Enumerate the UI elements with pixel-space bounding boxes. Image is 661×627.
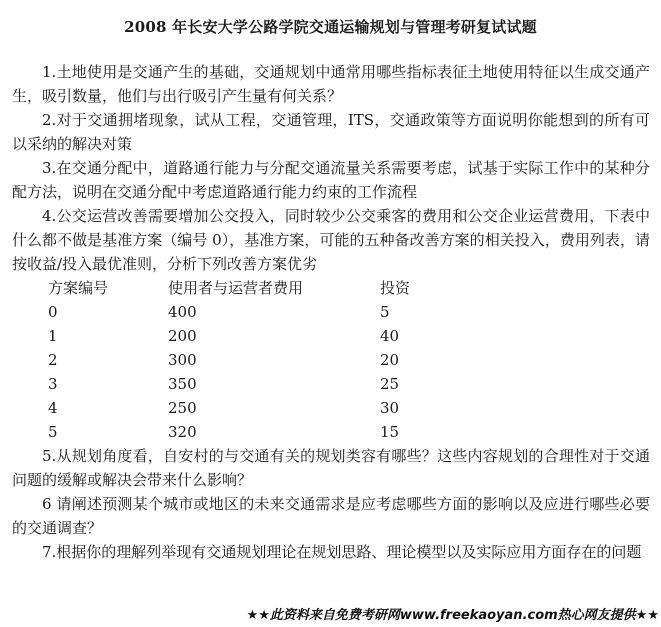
cell-plan-id: 3 bbox=[48, 375, 58, 393]
exam-body bbox=[12, 60, 650, 564]
header-investment: 投资 bbox=[380, 279, 411, 297]
question-7: 7.根据你的理解列举现有交通规划理论在规划思路、理论模型以及实际应用方面存在的问题 bbox=[42, 543, 642, 561]
plan-table bbox=[48, 276, 460, 444]
source-watermark: ★★此资料来自免费考研网www.freekaoyan.com热心网友提供★★ bbox=[246, 608, 659, 623]
cell-plan-id: 5 bbox=[48, 423, 58, 441]
table-row bbox=[48, 372, 460, 396]
exam-title: 2008 年长安大学公路学院交通运输规划与管理考研复试试题 bbox=[124, 18, 537, 36]
cell-investment: 20 bbox=[380, 351, 400, 369]
table-row bbox=[48, 396, 460, 420]
header-cost: 使用者与运营者费用 bbox=[168, 279, 304, 297]
cell-investment: 40 bbox=[380, 327, 400, 345]
question-4: 4.公交运营改善需要增加公交投入，同时较少公交乘客的费用和公交企业运营费用，下表中什么都不做是基准方案（编号 0），基准方案，可能的五种备改善方案的相关投入，费用列表，请按收益/投入最优准则，分析下列改善方案优劣 bbox=[12, 207, 650, 273]
table-row bbox=[48, 348, 460, 372]
cell-plan-id: 0 bbox=[48, 303, 58, 321]
cell-investment: 25 bbox=[380, 375, 400, 393]
cell-cost: 300 bbox=[168, 351, 197, 369]
cell-plan-id: 4 bbox=[48, 399, 58, 417]
table-row bbox=[48, 324, 460, 348]
question-1: 1.土地使用是交通产生的基础，交通规划中通常用哪些指标表征土地使用特征以生成交通产生，吸引数量，他们与出行吸引产生量有何关系？ bbox=[12, 63, 650, 105]
cell-investment: 30 bbox=[380, 399, 400, 417]
header-plan-id: 方案编号 bbox=[48, 279, 109, 297]
cell-cost: 200 bbox=[168, 327, 197, 345]
cell-cost: 400 bbox=[168, 303, 197, 321]
table-row bbox=[48, 300, 460, 324]
cell-cost: 350 bbox=[168, 375, 197, 393]
table-row bbox=[48, 420, 460, 444]
question-5: 5.从规划角度看，自安村的与交通有关的规划类容有哪些？这些内容规划的合理性对于交通问题的缓解或解决会带来什么影响？ bbox=[12, 447, 650, 489]
question-6: 6 请阐述预测某个城市或地区的未来交通需求是应考虑哪些方面的影响以及应进行哪些必要的交通调查？ bbox=[12, 495, 650, 537]
cell-plan-id: 1 bbox=[48, 327, 58, 345]
plan-table-header bbox=[48, 276, 460, 300]
cell-investment: 5 bbox=[380, 303, 390, 321]
question-3: 3.在交通分配中，道路通行能力与分配交通流量关系需要考虑，试基于实际工作中的某种分配方法，说明在交通分配中考虑道路通行能力约束的工作流程 bbox=[12, 159, 650, 201]
cell-cost: 250 bbox=[168, 399, 197, 417]
cell-investment: 15 bbox=[380, 423, 400, 441]
question-2: 2.对于交通拥堵现象，试从工程，交通管理，ITS，交通政策等方面说明你能想到的所有可以采纳的解决对策 bbox=[12, 111, 650, 153]
cell-cost: 320 bbox=[168, 423, 197, 441]
cell-plan-id: 2 bbox=[48, 351, 58, 369]
